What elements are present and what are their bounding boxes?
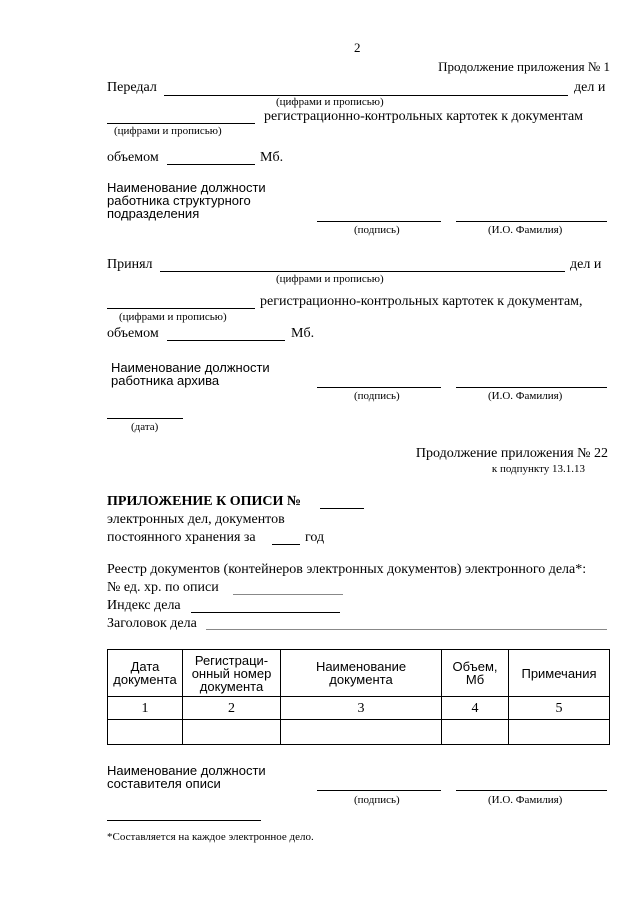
- name-hint-3: (И.О. Фамилия): [488, 794, 563, 806]
- position-line-2: работника структурного: [107, 193, 251, 208]
- footnote-separator: [107, 820, 261, 821]
- archive-position-line-2: работника архива: [111, 373, 220, 388]
- date-hint: (дата): [131, 421, 159, 433]
- cards-text: регистрационно-контрольных картотек к документам: [264, 109, 584, 124]
- page-number: 2: [354, 40, 361, 55]
- signature-line-3: [317, 790, 441, 791]
- table-cell: [509, 720, 610, 745]
- compiler-position: [107, 764, 266, 790]
- compiler-position-line-2: составителя описи: [107, 776, 221, 791]
- position-title-archive: [111, 361, 270, 387]
- case-title-line: [206, 629, 607, 630]
- volume-unit-2: Мб.: [291, 326, 315, 341]
- signature-hint-2: (подпись): [354, 390, 400, 402]
- table-cell: [281, 720, 442, 745]
- cases-suffix-2: дел и: [570, 257, 602, 272]
- name-hint-2: (И.О. Фамилия): [488, 390, 563, 402]
- cards-count-line-2: [107, 308, 255, 309]
- unit-no-line: [233, 594, 343, 595]
- signature-hint-3: (подпись): [354, 794, 400, 806]
- col-number: 5: [509, 697, 610, 720]
- table-header-row: [108, 650, 610, 697]
- hint-digits-words-4: (цифрами и прописью): [119, 311, 227, 323]
- compiler-position-line-1: Наименование должности: [107, 763, 266, 778]
- col-header-volume: Объем, Мб: [442, 650, 509, 697]
- col-header-notes: Примечания: [509, 650, 610, 697]
- col-number: 3: [281, 697, 442, 720]
- archive-position-line-1: Наименование должности: [111, 360, 270, 375]
- signature-line: [317, 221, 441, 222]
- hint-digits-words-2: (цифрами и прописью): [114, 125, 222, 137]
- year-line: [272, 544, 300, 545]
- volume-label-2: объемом: [107, 326, 159, 341]
- subclause: к подпункту 13.1.13: [491, 463, 585, 475]
- col-number: 1: [108, 697, 183, 720]
- continuation-22: Продолжение приложения № 22: [415, 446, 608, 461]
- col-header-doc-name: Наименование документа: [281, 650, 442, 697]
- registry-table: [107, 649, 610, 745]
- cards-count-line: [107, 123, 255, 124]
- received-field-line: [160, 271, 565, 272]
- col-number: 2: [183, 697, 281, 720]
- appendix-sub2: постоянного хранения за: [107, 530, 256, 545]
- position-line-1: Наименование должности: [107, 180, 266, 195]
- footnote: *Составляется на каждое электронное дело.: [107, 831, 314, 843]
- signature-line-2: [317, 387, 441, 388]
- appendix-number-line: [320, 508, 364, 509]
- cases-suffix: дел и: [574, 80, 606, 95]
- col-header-reg-number: Регистраци- онный номер документа: [183, 650, 281, 697]
- table-row: [108, 720, 610, 745]
- hint-digits-words-3: (цифрами и прописью): [276, 273, 384, 285]
- cards-text-2: регистрационно-контрольных картотек к документам,: [260, 294, 583, 309]
- volume-label: объемом: [107, 150, 159, 165]
- appendix-sub1: электронных дел, документов: [107, 512, 285, 527]
- date-line: [107, 418, 183, 419]
- appendix-title: ПРИЛОЖЕНИЕ К ОПИСИ №: [107, 494, 301, 509]
- name-line: [456, 221, 607, 222]
- table-cell: [183, 720, 281, 745]
- name-line-3: [456, 790, 607, 791]
- name-hint: (И.О. Фамилия): [488, 224, 563, 236]
- received-label: Принял: [107, 257, 153, 272]
- unit-no-label: № ед. хр. по описи: [107, 580, 219, 595]
- volume-line: [167, 164, 255, 165]
- gave-label: Передал: [107, 80, 157, 95]
- appendix-sub2-suffix: год: [305, 530, 325, 545]
- table-cell: [442, 720, 509, 745]
- col-header-date: Дата документа: [108, 650, 183, 697]
- table-number-row: [108, 697, 610, 720]
- name-line-2: [456, 387, 607, 388]
- col-number: 4: [442, 697, 509, 720]
- volume-unit: Мб.: [260, 150, 284, 165]
- volume-line-2: [167, 340, 285, 341]
- position-line-3: подразделения: [107, 206, 200, 221]
- case-index-label: Индекс дела: [107, 598, 181, 613]
- table-cell: [108, 720, 183, 745]
- hint-digits-words: (цифрами и прописью): [276, 96, 384, 108]
- signature-hint: (подпись): [354, 224, 400, 236]
- case-index-line: [191, 612, 340, 613]
- case-title-label: Заголовок дела: [107, 616, 197, 631]
- position-title: [107, 181, 266, 220]
- continuation-header: Продолжение приложения № 1: [438, 59, 610, 74]
- registry-text: Реестр документов (контейнеров электронных документов) электронного дела*:: [107, 562, 587, 577]
